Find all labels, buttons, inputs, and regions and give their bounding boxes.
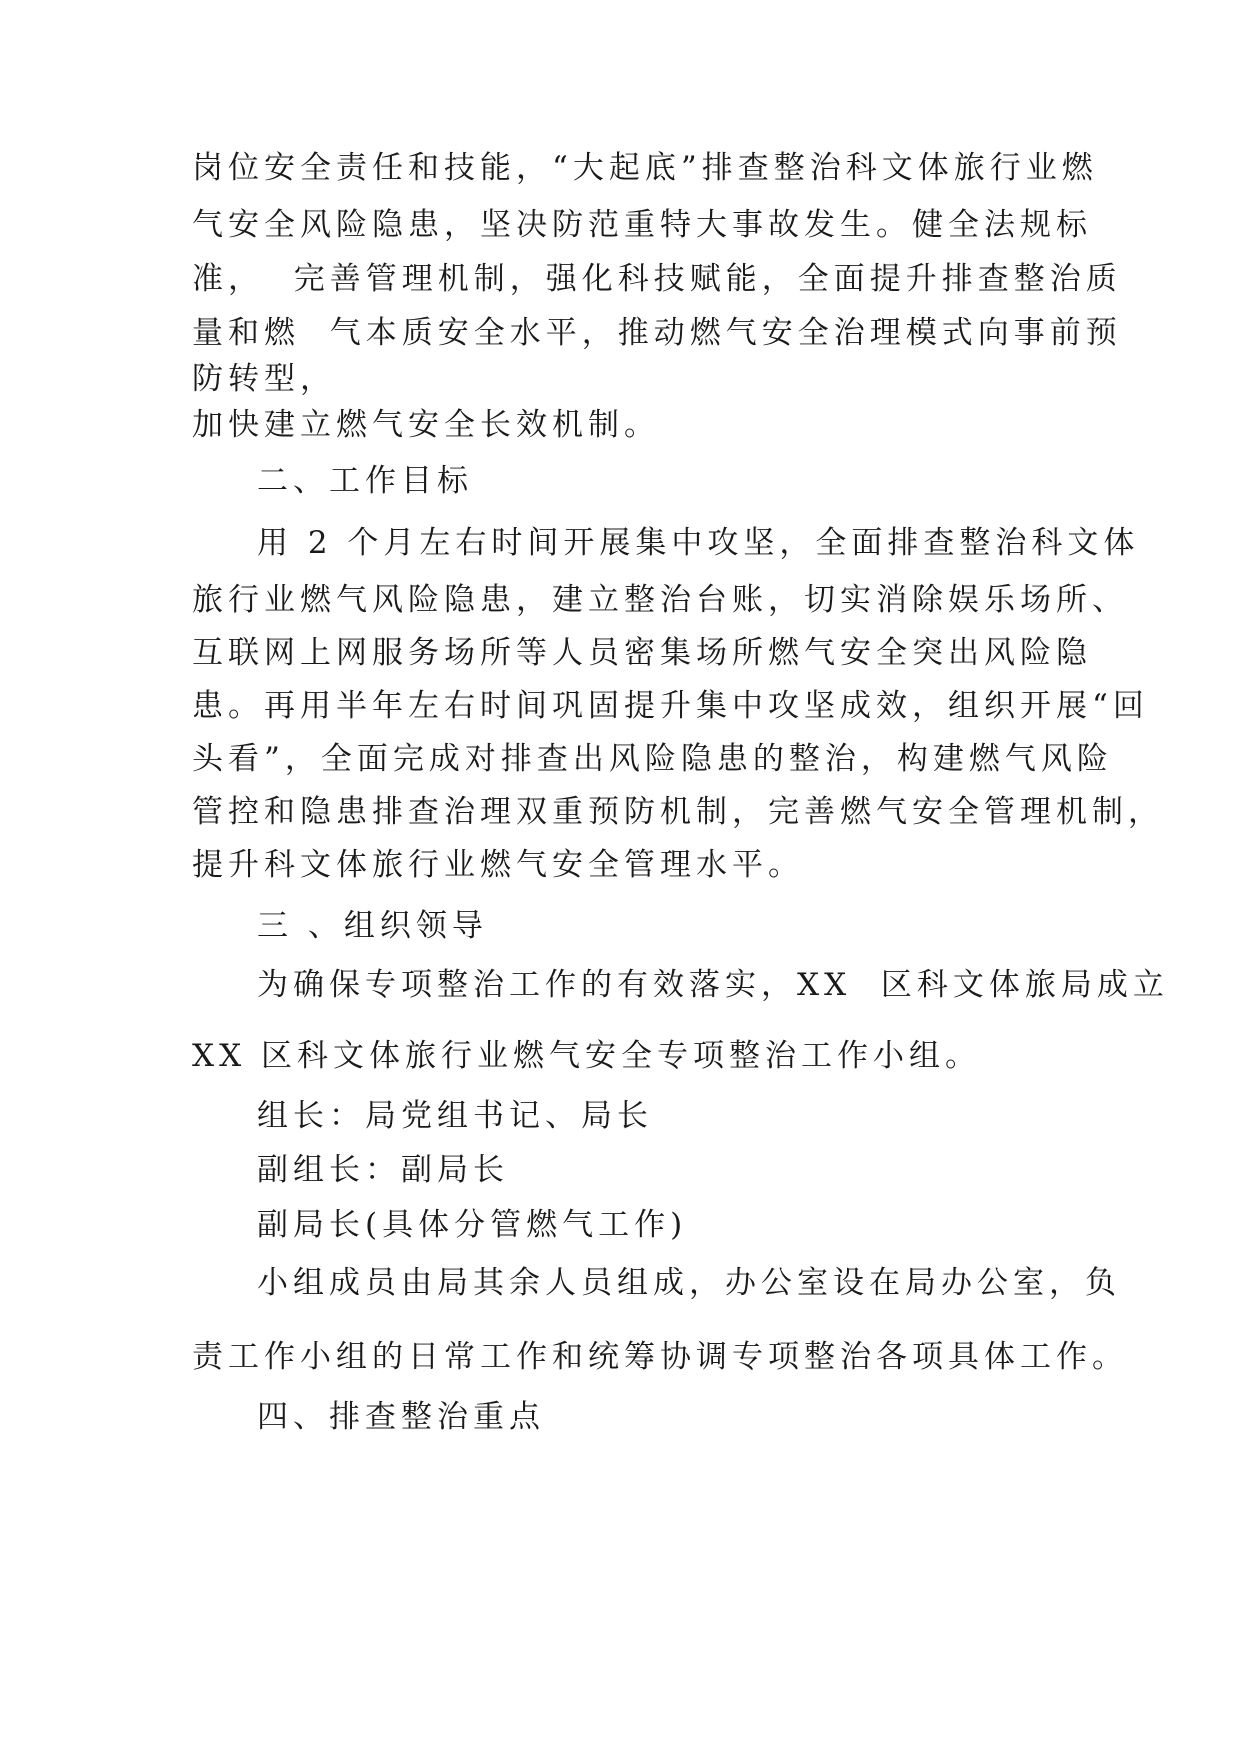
paragraph-line: 旅行业燃气风险隐患，建立整治台账，切实消除娱乐场所、 [192,582,1128,618]
paragraph-line: 防转型， [192,361,336,397]
deputy-director-gas: 副局长(具体分管燃气工作) [257,1207,688,1243]
paragraph-line: 责工作小组的日常工作和统筹协调专项整治各项具体工作。 [192,1339,1128,1375]
paragraph-line: 互联网上网服务场所等人员密集场所燃气安全突出风险隐 [192,635,1092,671]
paragraph-line: 加快建立燃气安全长效机制。 [192,407,660,443]
paragraph-line: 为确保专项整治工作的有效落实，XX 区科文体旅局成立 [257,967,1169,1003]
section-heading-goals: 二、工作目标 [257,463,473,499]
paragraph-line: 量和燃 气本质安全水平，推动燃气安全治理模式向事前预 [192,315,1122,351]
deputy-group-leader: 副组长：副局长 [257,1152,509,1188]
section-heading-key-points: 四、排查整治重点 [257,1399,545,1435]
section-heading-organization: 三 、组织领导 [257,908,488,944]
paragraph-line: 准， 完善管理机制，强化科技赋能，全面提升排查整治质 [192,261,1122,297]
paragraph-line: 管控和隐患排查治理双重预防机制，完善燃气安全管理机制， [192,794,1164,830]
paragraph-line: XX 区科文体旅行业燃气安全专项整治工作小组。 [192,1038,981,1074]
paragraph-line: 小组成员由局其余人员组成，办公室设在局办公室，负 [257,1265,1121,1301]
paragraph-line: 用 2 个月左右时间开展集中攻坚，全面排查整治科文体 [257,525,1140,561]
paragraph-line: 提升科文体旅行业燃气安全管理水平。 [192,847,804,883]
paragraph-line: 岗位安全责任和技能，“大起底”排查整治科文体旅行业燃 [192,150,1098,186]
paragraph-line: 气安全风险隐患，坚决防范重特大事故发生。健全法规标 [192,207,1092,243]
paragraph-line: 患。再用半年左右时间巩固提升集中攻坚成效，组织开展“回 [192,688,1149,724]
paragraph-line: 头看”，全面完成对排查出风险隐患的整治，构建燃气风险 [192,741,1113,777]
group-leader: 组长：局党组书记、局长 [257,1098,653,1134]
